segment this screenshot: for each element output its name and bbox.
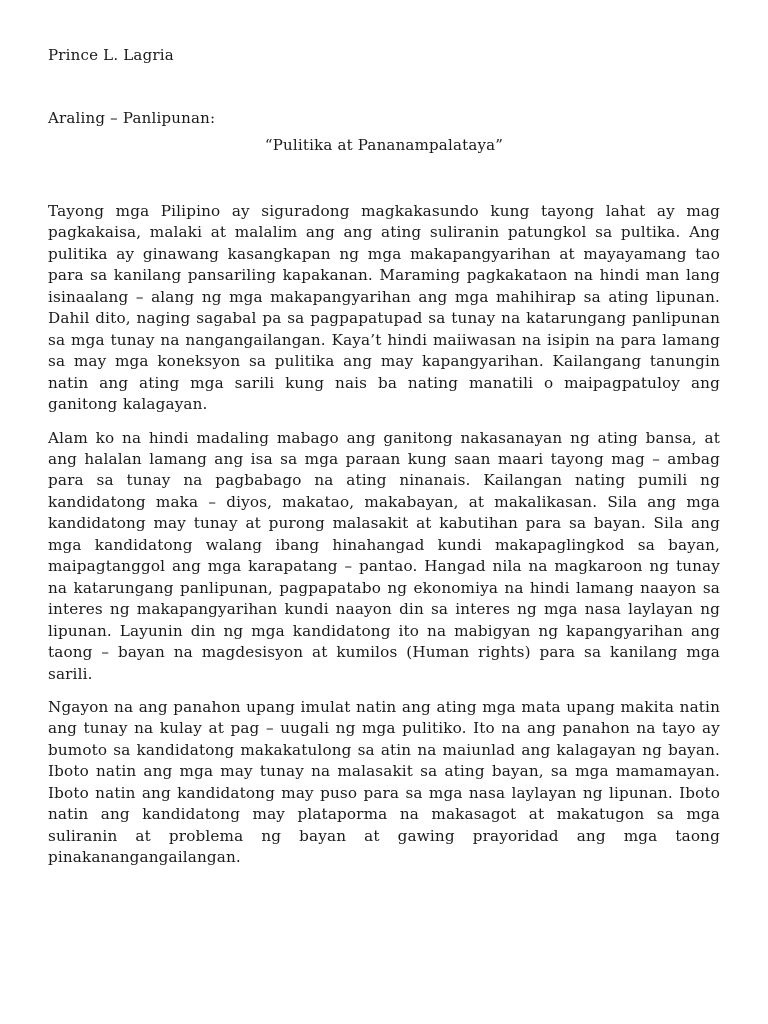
paragraph-1: Tayong mga Pilipino ay siguradong magkakasundo kung tayong lahat ay mag pagkakaisa, malaki at malalim ang ang ating suliranin patungkol sa pultika. Ang pulitika ay ginawang kasangkapan ng mga makapangyarihan at mayayamang tao para sa kanilang pansariling kapakanan. Maraming pagkakataon na hindi man lang isinaalang – alang ng mga makapangyarihan ang mga mahihirap sa ating lipunan. Dahil dito, naging sagabal pa sa pagpapatupad sa tunay na katarungang panlipunan sa mga tunay na nangangailangan. Kaya’t hindi maiiwasan na isipin na para lamang sa may mga koneksyon sa pulitika ang may kapangyarihan. Kailangang tanungin natin ang ating mga sarili kung nais ba nating manatili o maipagpatuloy ang ganitong kalagayan. xyxy=(48,202,720,414)
subject-heading: Araling – Panlipunan: xyxy=(48,109,216,127)
essay-title: “Pulitika at Pananampalataya” xyxy=(264,136,504,154)
essay-body xyxy=(48,201,720,881)
author-name: Prince L. Lagria xyxy=(48,46,174,64)
paragraph-2: Alam ko na hindi madaling mabago ang ganitong nakasanayan ng ating bansa, at ang halalan lamang ang isa sa mga paraan kung saan maari tayong mag – ambag para sa tunay na pagbabago na ating ninanais. Kailangan nating pumili ng kandidatong maka – diyos, makatao, makabayan, at makalikasan. Sila ang mga kandidatong may tunay at purong malasakit at kabutihan para sa bayan. Sila ang mga kandidatong walang ibang hinahangad kundi makapaglingkod sa bayan, maipagtanggol ang mga karapatang – pantao. Hangad nila na magkaroon ng tunay na katarungang panlipunan, pagpapatabo ng ekonomiya na hindi lamang naayon sa interes ng makapangyarihan kundi naayon din sa interes ng mga nasa laylayan ng lipunan. Layunin din ng mga kandidatong ito na mabigyan ng kapangyarihan ang taong – bayan na magdesisyon at kumilos (Human rights) para sa kanilang mga sarili. xyxy=(48,428,720,683)
paragraph-3: Ngayon na ang panahon upang imulat natin ang ating mga mata upang makita natin ang tunay na kulay at pag – uugali ng mga pulitiko. Ito na ang panahon na tayo ay bumoto sa kandidatong makakatulong sa atin na maiunlad ang kalagayan ng bayan. Iboto natin ang mga may tunay na malasakit sa ating bayan, sa mga mamamayan. Iboto natin ang kandidatong may puso para sa mga nasa laylayan ng lipunan. Iboto natin ang kandidatong may plataporma na makasagot at makatugon sa mga suliranin at problema ng bayan at gawing prayoridad ang mga taong pinakanangangailangan. xyxy=(48,697,720,867)
